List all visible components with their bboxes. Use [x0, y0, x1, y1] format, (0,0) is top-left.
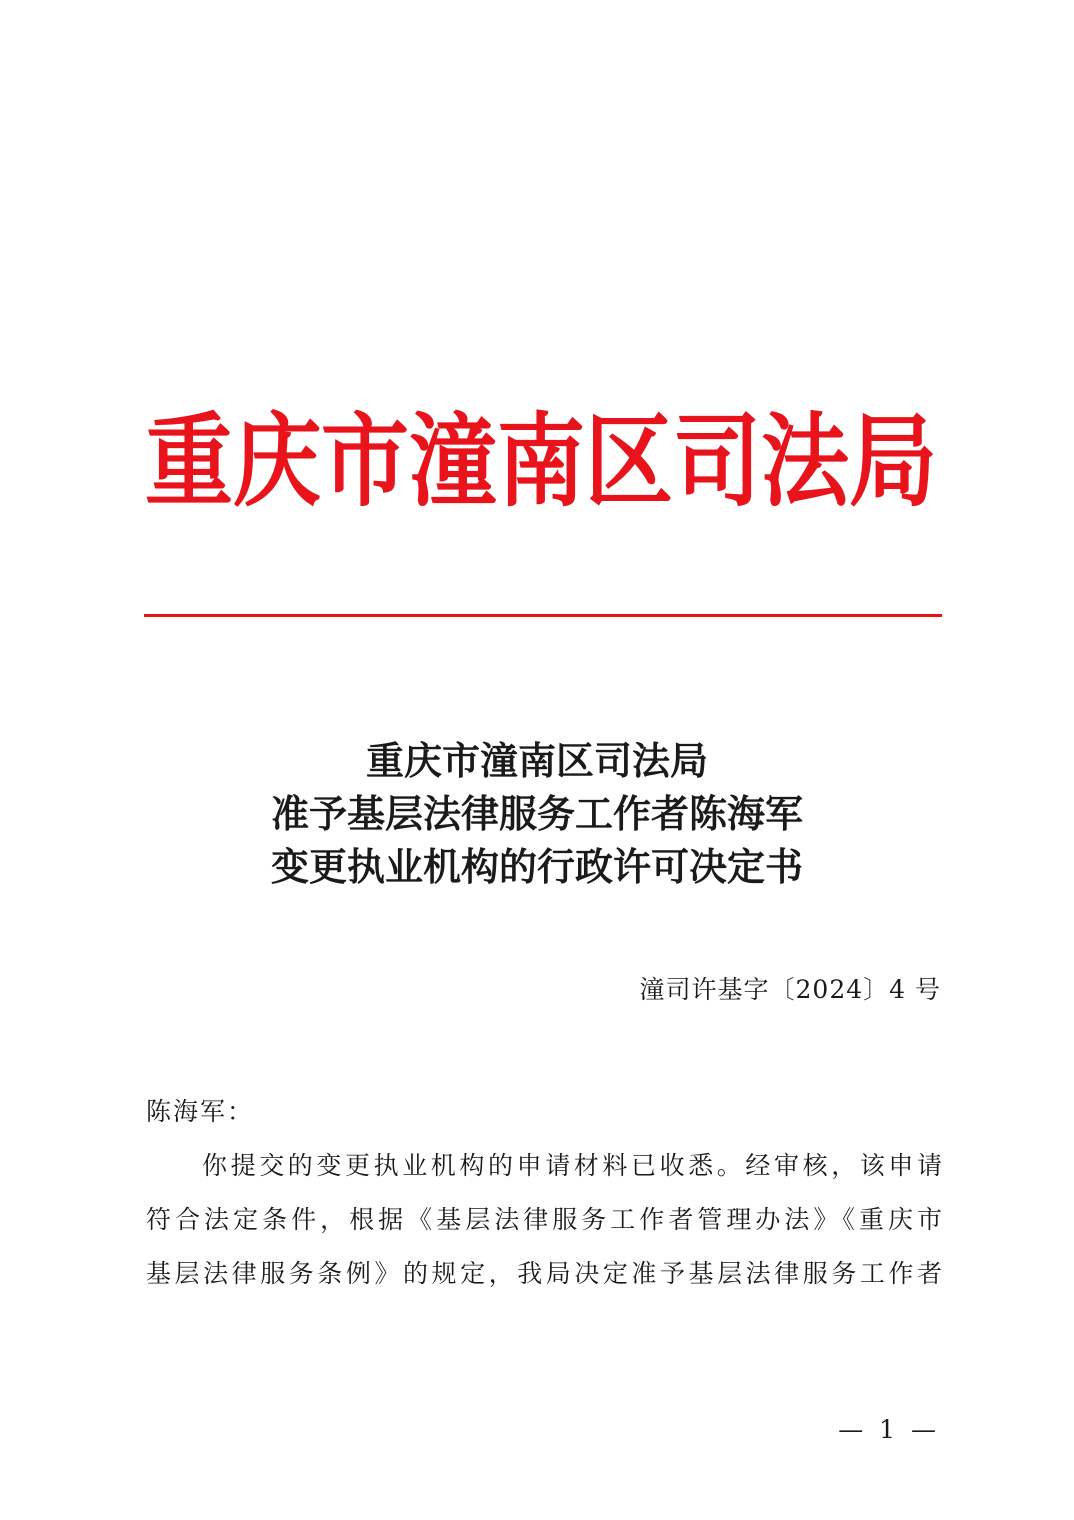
red-header-rule	[144, 614, 942, 617]
document-title	[0, 734, 1074, 893]
document-title-line-3: 变更执业机构的行政许可决定书	[270, 844, 803, 889]
document-title-line-1: 重庆市潼南区司法局	[365, 738, 708, 783]
document-title-line-2: 准予基层法律服务工作者陈海军	[270, 791, 803, 836]
salutation: 陈海军：	[146, 1097, 255, 1126]
page-number: — 1 —	[838, 1415, 940, 1444]
document-number: 潼司许基字〔2024〕4 号	[639, 975, 941, 1004]
body-paragraph-line-3: 基层法律服务条例》的规定，我局决定准予基层法律服务工作者	[146, 1259, 942, 1288]
red-header-agency-name: 重庆市潼南区司法局	[145, 401, 938, 521]
body-paragraph-line-2: 符合法定条件，根据《基层法律服务工作者管理办法》《重庆市	[146, 1205, 942, 1234]
body-paragraph-line-1: 你提交的变更执业机构的申请材料已收悉。经审核，该申请	[202, 1151, 942, 1180]
